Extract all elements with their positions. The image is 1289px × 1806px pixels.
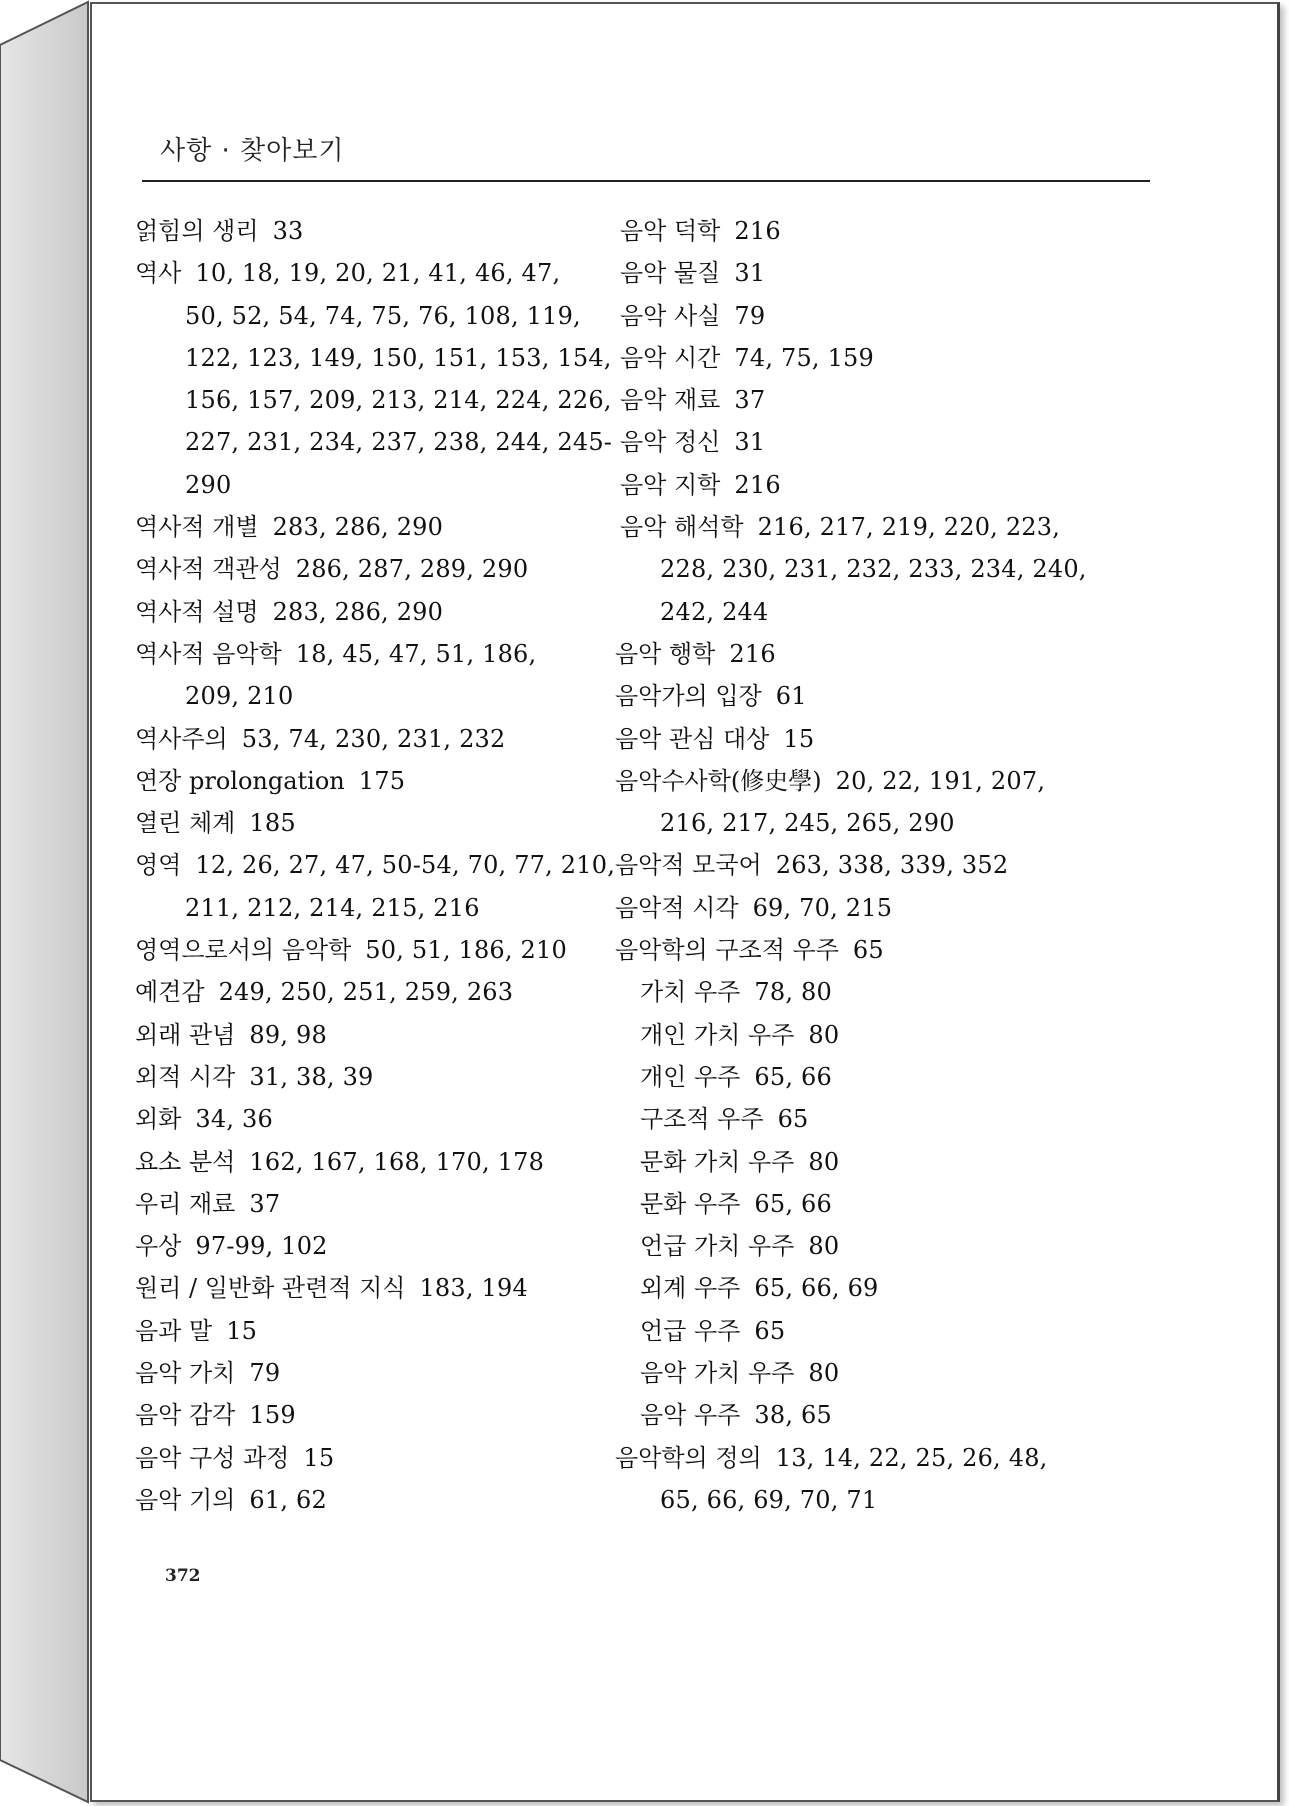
index-page-refs: 242, 244	[660, 597, 769, 626]
index-entry-continuation	[135, 421, 613, 463]
index-page-refs: 65	[777, 1105, 809, 1134]
index-term: 음악가의 입장	[615, 682, 762, 711]
index-entry	[135, 1183, 605, 1225]
index-page-refs: 61, 62	[249, 1485, 327, 1514]
index-page-refs: 34, 36	[195, 1105, 273, 1134]
index-page-refs: 283, 286, 290	[272, 513, 444, 542]
index-entry	[615, 1014, 1160, 1056]
index-entry	[135, 1225, 605, 1267]
index-page-refs: 50, 52, 54, 74, 75, 76, 108, 119,	[185, 301, 581, 330]
index-entry	[615, 1225, 1160, 1267]
index-page-refs: 31	[734, 259, 766, 288]
index-entry	[615, 337, 1160, 379]
index-entry	[615, 887, 1160, 929]
index-term: 요소 분석	[135, 1147, 236, 1176]
index-term: 우리 재료	[135, 1189, 236, 1218]
index-term: 언급 가치 우주	[640, 1232, 795, 1261]
index-entry	[615, 1267, 1160, 1309]
index-page-refs: 38, 65	[754, 1401, 832, 1430]
index-term: 음악 지학	[620, 470, 721, 499]
index-entry	[615, 760, 1160, 802]
index-term: 음악 해석학	[620, 513, 744, 542]
index-entry	[615, 506, 1160, 548]
index-term: 영역으로서의 음악학	[135, 936, 352, 965]
index-entry-continuation	[615, 591, 1160, 633]
index-page-refs: 61	[775, 682, 807, 711]
index-entry	[615, 1141, 1160, 1183]
index-entry	[615, 379, 1160, 421]
index-term: 음악학의 정의	[615, 1443, 762, 1472]
index-page-refs: 216	[734, 217, 781, 245]
index-term: 열린 체계	[135, 809, 236, 838]
index-page-refs: 18, 45, 47, 51, 186,	[295, 639, 537, 668]
index-page-refs: 65, 66	[754, 1062, 832, 1091]
index-term: 음악적 모국어	[615, 851, 762, 880]
index-page-refs: 216	[729, 639, 776, 668]
index-page-refs: 211, 212, 214, 215, 216	[185, 893, 480, 922]
index-page-refs: 283, 286, 290	[272, 597, 444, 626]
index-term: 음악적 시각	[615, 893, 739, 922]
index-page-refs: 122, 123, 149, 150, 151, 153, 154,	[185, 343, 612, 372]
index-page-refs: 13, 14, 22, 25, 26, 48,	[775, 1443, 1048, 1472]
index-term: 역사적 개별	[135, 513, 259, 542]
index-entry	[135, 718, 605, 760]
index-term: 음악 관심 대상	[615, 724, 770, 753]
index-right-column	[615, 210, 1160, 1521]
index-page-refs: 20, 22, 191, 207,	[835, 766, 1046, 795]
index-term: 음악 행학	[615, 639, 716, 668]
index-entry	[615, 1098, 1160, 1140]
index-entry	[135, 1479, 605, 1521]
index-entry	[135, 802, 605, 844]
index-page-refs: 185	[249, 809, 296, 838]
index-term: 음악 물질	[620, 259, 721, 288]
index-term: 음악 시간	[620, 343, 721, 372]
index-entry	[135, 548, 605, 590]
index-term: 음악 가치	[135, 1359, 236, 1388]
index-page-refs: 228, 230, 231, 232, 233, 234, 240,	[660, 555, 1087, 584]
index-entry-continuation	[615, 548, 1160, 590]
index-entry	[135, 506, 605, 548]
index-term: 음악 감각	[135, 1401, 236, 1430]
index-page-refs: 216, 217, 219, 220, 223,	[757, 513, 1061, 542]
index-page-refs: 65	[852, 936, 884, 965]
index-term: 영역	[135, 851, 182, 880]
index-page-refs: 65, 66	[754, 1189, 832, 1218]
index-page-refs: 80	[808, 1147, 840, 1176]
index-term: 구조적 우주	[640, 1105, 764, 1134]
index-page-refs: 12, 26, 27, 47, 50-54, 70, 77, 210,	[195, 851, 616, 880]
index-page-refs: 80	[808, 1359, 840, 1388]
index-entry-continuation	[615, 1479, 1160, 1521]
index-page-refs: 37	[734, 386, 766, 415]
index-term: 역사	[135, 259, 182, 288]
index-entry-continuation	[135, 887, 605, 929]
index-term: 연장 prolongation	[135, 766, 345, 795]
index-term: 음악 우주	[640, 1401, 741, 1430]
index-entry	[135, 1394, 605, 1436]
index-page-refs: 31	[734, 428, 766, 457]
index-entry	[135, 971, 605, 1013]
index-term: 음악 가치 우주	[640, 1359, 795, 1388]
header-rule	[142, 180, 1150, 182]
index-page-refs: 33	[272, 217, 304, 245]
index-page-refs: 89, 98	[249, 1020, 327, 1049]
index-term: 언급 우주	[640, 1316, 741, 1345]
index-entry	[615, 675, 1160, 717]
index-page-refs: 216	[734, 470, 781, 499]
index-entry	[615, 718, 1160, 760]
index-page-refs: 65, 66, 69, 70, 71	[660, 1485, 878, 1514]
index-page-refs: 79	[249, 1359, 281, 1388]
index-term: 음악 덕학	[620, 217, 721, 245]
index-page-refs: 31, 38, 39	[249, 1062, 374, 1091]
index-entry	[615, 1394, 1160, 1436]
index-page-refs: 227, 231, 234, 237, 238, 244, 245-	[185, 428, 613, 457]
index-entry	[615, 1437, 1160, 1479]
index-entry	[135, 1310, 605, 1352]
index-entry	[135, 844, 616, 886]
index-entry	[615, 1183, 1160, 1225]
index-entry	[135, 252, 605, 294]
index-entry	[135, 929, 605, 971]
page-number: 372	[165, 1566, 201, 1586]
index-entry	[135, 1098, 605, 1140]
index-entry-continuation	[135, 295, 605, 337]
index-entry	[615, 971, 1160, 1013]
index-page-refs: 162, 167, 168, 170, 178	[249, 1147, 545, 1176]
index-term: 음악 기의	[135, 1485, 236, 1514]
index-term: 원리 / 일반화 관련적 지식	[135, 1274, 406, 1303]
index-term: 문화 가치 우주	[640, 1147, 795, 1176]
index-entry	[615, 1352, 1160, 1394]
index-page-refs: 80	[808, 1020, 840, 1049]
index-page-refs: 175	[358, 766, 406, 795]
index-term: 개인 우주	[640, 1062, 741, 1091]
index-page-refs: 15	[783, 724, 815, 753]
index-page-refs: 15	[226, 1316, 258, 1345]
index-entry	[615, 844, 1160, 886]
index-entry	[135, 1352, 605, 1394]
index-page-refs: 183, 194	[419, 1274, 528, 1303]
index-page-refs: 65, 66, 69	[754, 1274, 879, 1303]
index-page-refs: 156, 157, 209, 213, 214, 224, 226,	[185, 386, 612, 415]
index-page-refs: 50, 51, 186, 210	[365, 936, 567, 965]
index-entry	[615, 1310, 1160, 1352]
index-page-refs: 53, 74, 230, 231, 232	[241, 724, 506, 753]
index-page-refs: 69, 70, 215	[752, 893, 893, 922]
index-entry	[135, 210, 605, 252]
index-entry	[615, 295, 1160, 337]
index-term: 개인 가치 우주	[640, 1020, 795, 1049]
index-entry	[615, 1056, 1160, 1098]
index-term: 음악 사실	[620, 301, 721, 330]
index-page-refs: 286, 287, 289, 290	[295, 555, 529, 584]
index-entry	[135, 1141, 605, 1183]
index-page-refs: 78, 80	[754, 978, 832, 1007]
index-term: 예견감	[135, 978, 205, 1007]
index-term: 음악학의 구조적 우주	[615, 936, 839, 965]
index-page-refs: 80	[808, 1232, 840, 1261]
index-entry	[615, 929, 1160, 971]
index-term: 외적 시각	[135, 1062, 236, 1091]
index-page-refs: 216, 217, 245, 265, 290	[660, 809, 955, 838]
running-head: 사항 · 찾아보기	[160, 136, 345, 166]
index-left-column	[135, 210, 616, 1521]
index-term: 외계 우주	[640, 1274, 741, 1303]
index-page-refs: 79	[734, 301, 766, 330]
index-page-refs: 290	[185, 470, 232, 499]
index-term: 우상	[135, 1232, 182, 1261]
index-entry	[615, 633, 1160, 675]
index-entry	[135, 633, 605, 675]
index-entry	[135, 1437, 605, 1479]
index-entry	[135, 1014, 605, 1056]
index-term: 음악 정신	[620, 428, 721, 457]
index-entry	[135, 1267, 605, 1309]
index-entry-continuation	[615, 802, 1160, 844]
index-page-refs: 97-99, 102	[195, 1232, 328, 1261]
index-page-refs: 15	[303, 1443, 335, 1472]
index-term: 얽힘의 생리	[135, 217, 259, 245]
index-term: 문화 우주	[640, 1189, 741, 1218]
index-entry-continuation	[135, 337, 612, 379]
index-page-refs: 263, 338, 339, 352	[775, 851, 1009, 880]
index-term: 가치 우주	[640, 978, 741, 1007]
index-entry	[135, 760, 605, 802]
index-page-refs: 209, 210	[185, 682, 294, 711]
index-page-refs: 10, 18, 19, 20, 21, 41, 46, 47,	[195, 259, 561, 288]
index-page-refs: 74, 75, 159	[734, 343, 874, 372]
index-entry-continuation	[135, 379, 612, 421]
index-term: 음악 구성 과정	[135, 1443, 290, 1472]
index-entry	[615, 464, 1160, 506]
index-term: 음악 재료	[620, 386, 721, 415]
index-term: 음악수사학(修史學)	[615, 766, 822, 795]
index-page-refs: 37	[249, 1189, 281, 1218]
index-page-refs: 249, 250, 251, 259, 263	[218, 978, 514, 1007]
index-entry	[135, 1056, 605, 1098]
index-entry-continuation	[135, 675, 605, 717]
index-page-refs: 65	[754, 1316, 786, 1345]
index-entry-continuation	[135, 464, 605, 506]
index-term: 외화	[135, 1105, 182, 1134]
index-term: 음과 말	[135, 1316, 213, 1345]
index-page-refs: 159	[249, 1401, 296, 1430]
index-entry	[615, 421, 1160, 463]
index-term: 역사적 객관성	[135, 555, 282, 584]
index-entry	[615, 210, 1160, 252]
index-term: 외래 관념	[135, 1020, 236, 1049]
index-entry	[615, 252, 1160, 294]
index-term: 역사적 음악학	[135, 639, 282, 668]
book-spine-edge	[0, 0, 92, 1806]
index-term: 역사주의	[135, 724, 228, 753]
index-term: 역사적 설명	[135, 597, 259, 626]
index-entry	[135, 591, 605, 633]
